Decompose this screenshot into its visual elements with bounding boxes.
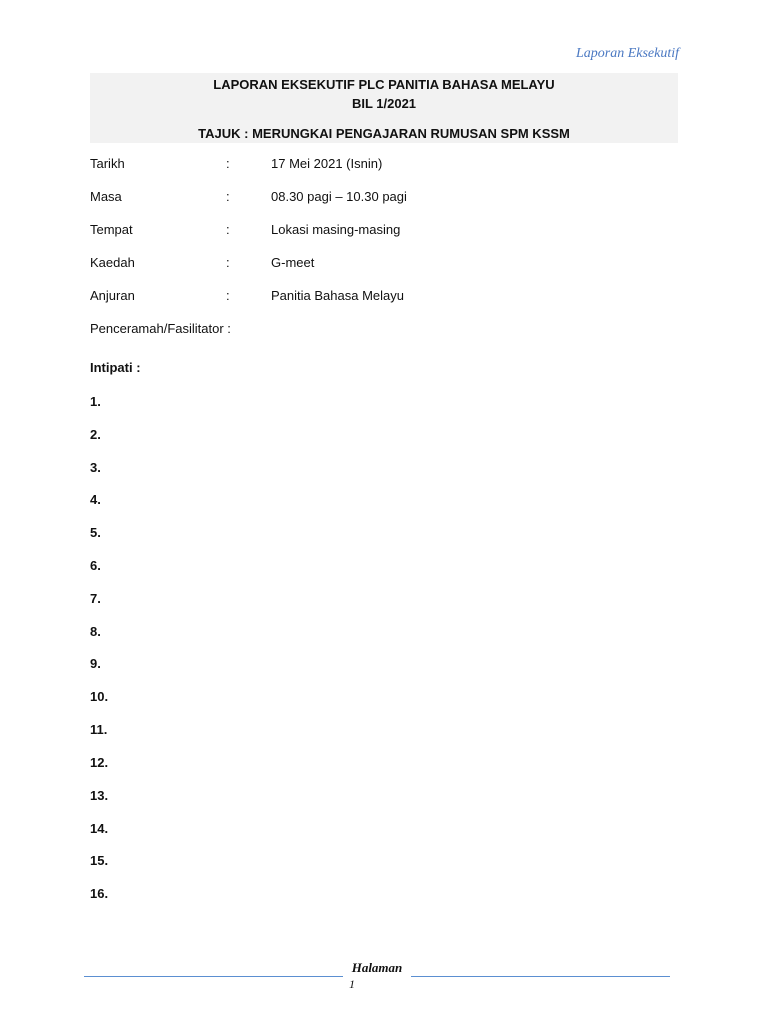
list-item: 5. — [90, 525, 101, 540]
list-item: 12. — [90, 755, 109, 770]
detail-label: Tempat — [90, 222, 133, 237]
list-item: 16. — [90, 886, 109, 901]
list-item: 6. — [90, 558, 101, 573]
detail-row-kaedah — [90, 253, 680, 273]
detail-label: Masa — [90, 189, 122, 204]
list-item: 4. — [90, 492, 101, 507]
detail-row-masa — [90, 187, 680, 207]
list-item: 14. — [90, 821, 109, 836]
detail-colon: : — [226, 189, 230, 204]
report-title: LAPORAN EKSEKUTIF PLC PANITIA BAHASA MELAYU — [213, 77, 555, 92]
detail-row-tarikh — [90, 154, 680, 174]
list-item: 7. — [90, 591, 101, 606]
detail-value: Panitia Bahasa Melayu — [271, 288, 404, 303]
footer-page-number: 1 — [349, 977, 355, 991]
running-header: Laporan Eksekutif — [575, 46, 679, 61]
detail-label: Kaedah — [90, 255, 135, 270]
detail-value: 08.30 pagi – 10.30 pagi — [271, 189, 407, 204]
report-topic: TAJUK : MERUNGKAI PENGAJARAN RUMUSAN SPM KSSM — [198, 126, 570, 141]
detail-row-anjuran — [90, 286, 680, 306]
list-item: 11. — [90, 722, 108, 737]
detail-colon: : — [226, 222, 230, 237]
detail-colon: : — [226, 288, 230, 303]
footer-page-label: Halaman — [351, 960, 403, 975]
detail-row-tempat — [90, 220, 680, 240]
list-item: 13. — [90, 788, 109, 803]
intipati-heading: Intipati : — [90, 360, 141, 375]
detail-colon: : — [226, 255, 230, 270]
report-title-block — [90, 73, 678, 143]
list-item: 2. — [90, 427, 101, 442]
detail-value: Lokasi masing-masing — [271, 222, 401, 237]
detail-colon: : — [226, 156, 230, 171]
list-item: 15. — [90, 853, 109, 868]
list-item: 9. — [90, 656, 101, 671]
detail-value: G-meet — [271, 255, 315, 270]
report-number: BIL 1/2021 — [351, 96, 417, 111]
footer-divider-right — [411, 976, 670, 977]
footer-divider-left — [84, 976, 343, 977]
detail-label: Anjuran — [90, 288, 135, 303]
list-item: 8. — [90, 624, 101, 639]
detail-label: Tarikh — [90, 156, 125, 171]
list-item: 10. — [90, 689, 109, 704]
detail-label: Penceramah/Fasilitator : — [90, 321, 231, 336]
list-item: 1. — [90, 394, 101, 409]
list-item: 3. — [90, 460, 101, 475]
detail-row-penceramah — [90, 319, 680, 339]
detail-value: 17 Mei 2021 (Isnin) — [271, 156, 383, 171]
